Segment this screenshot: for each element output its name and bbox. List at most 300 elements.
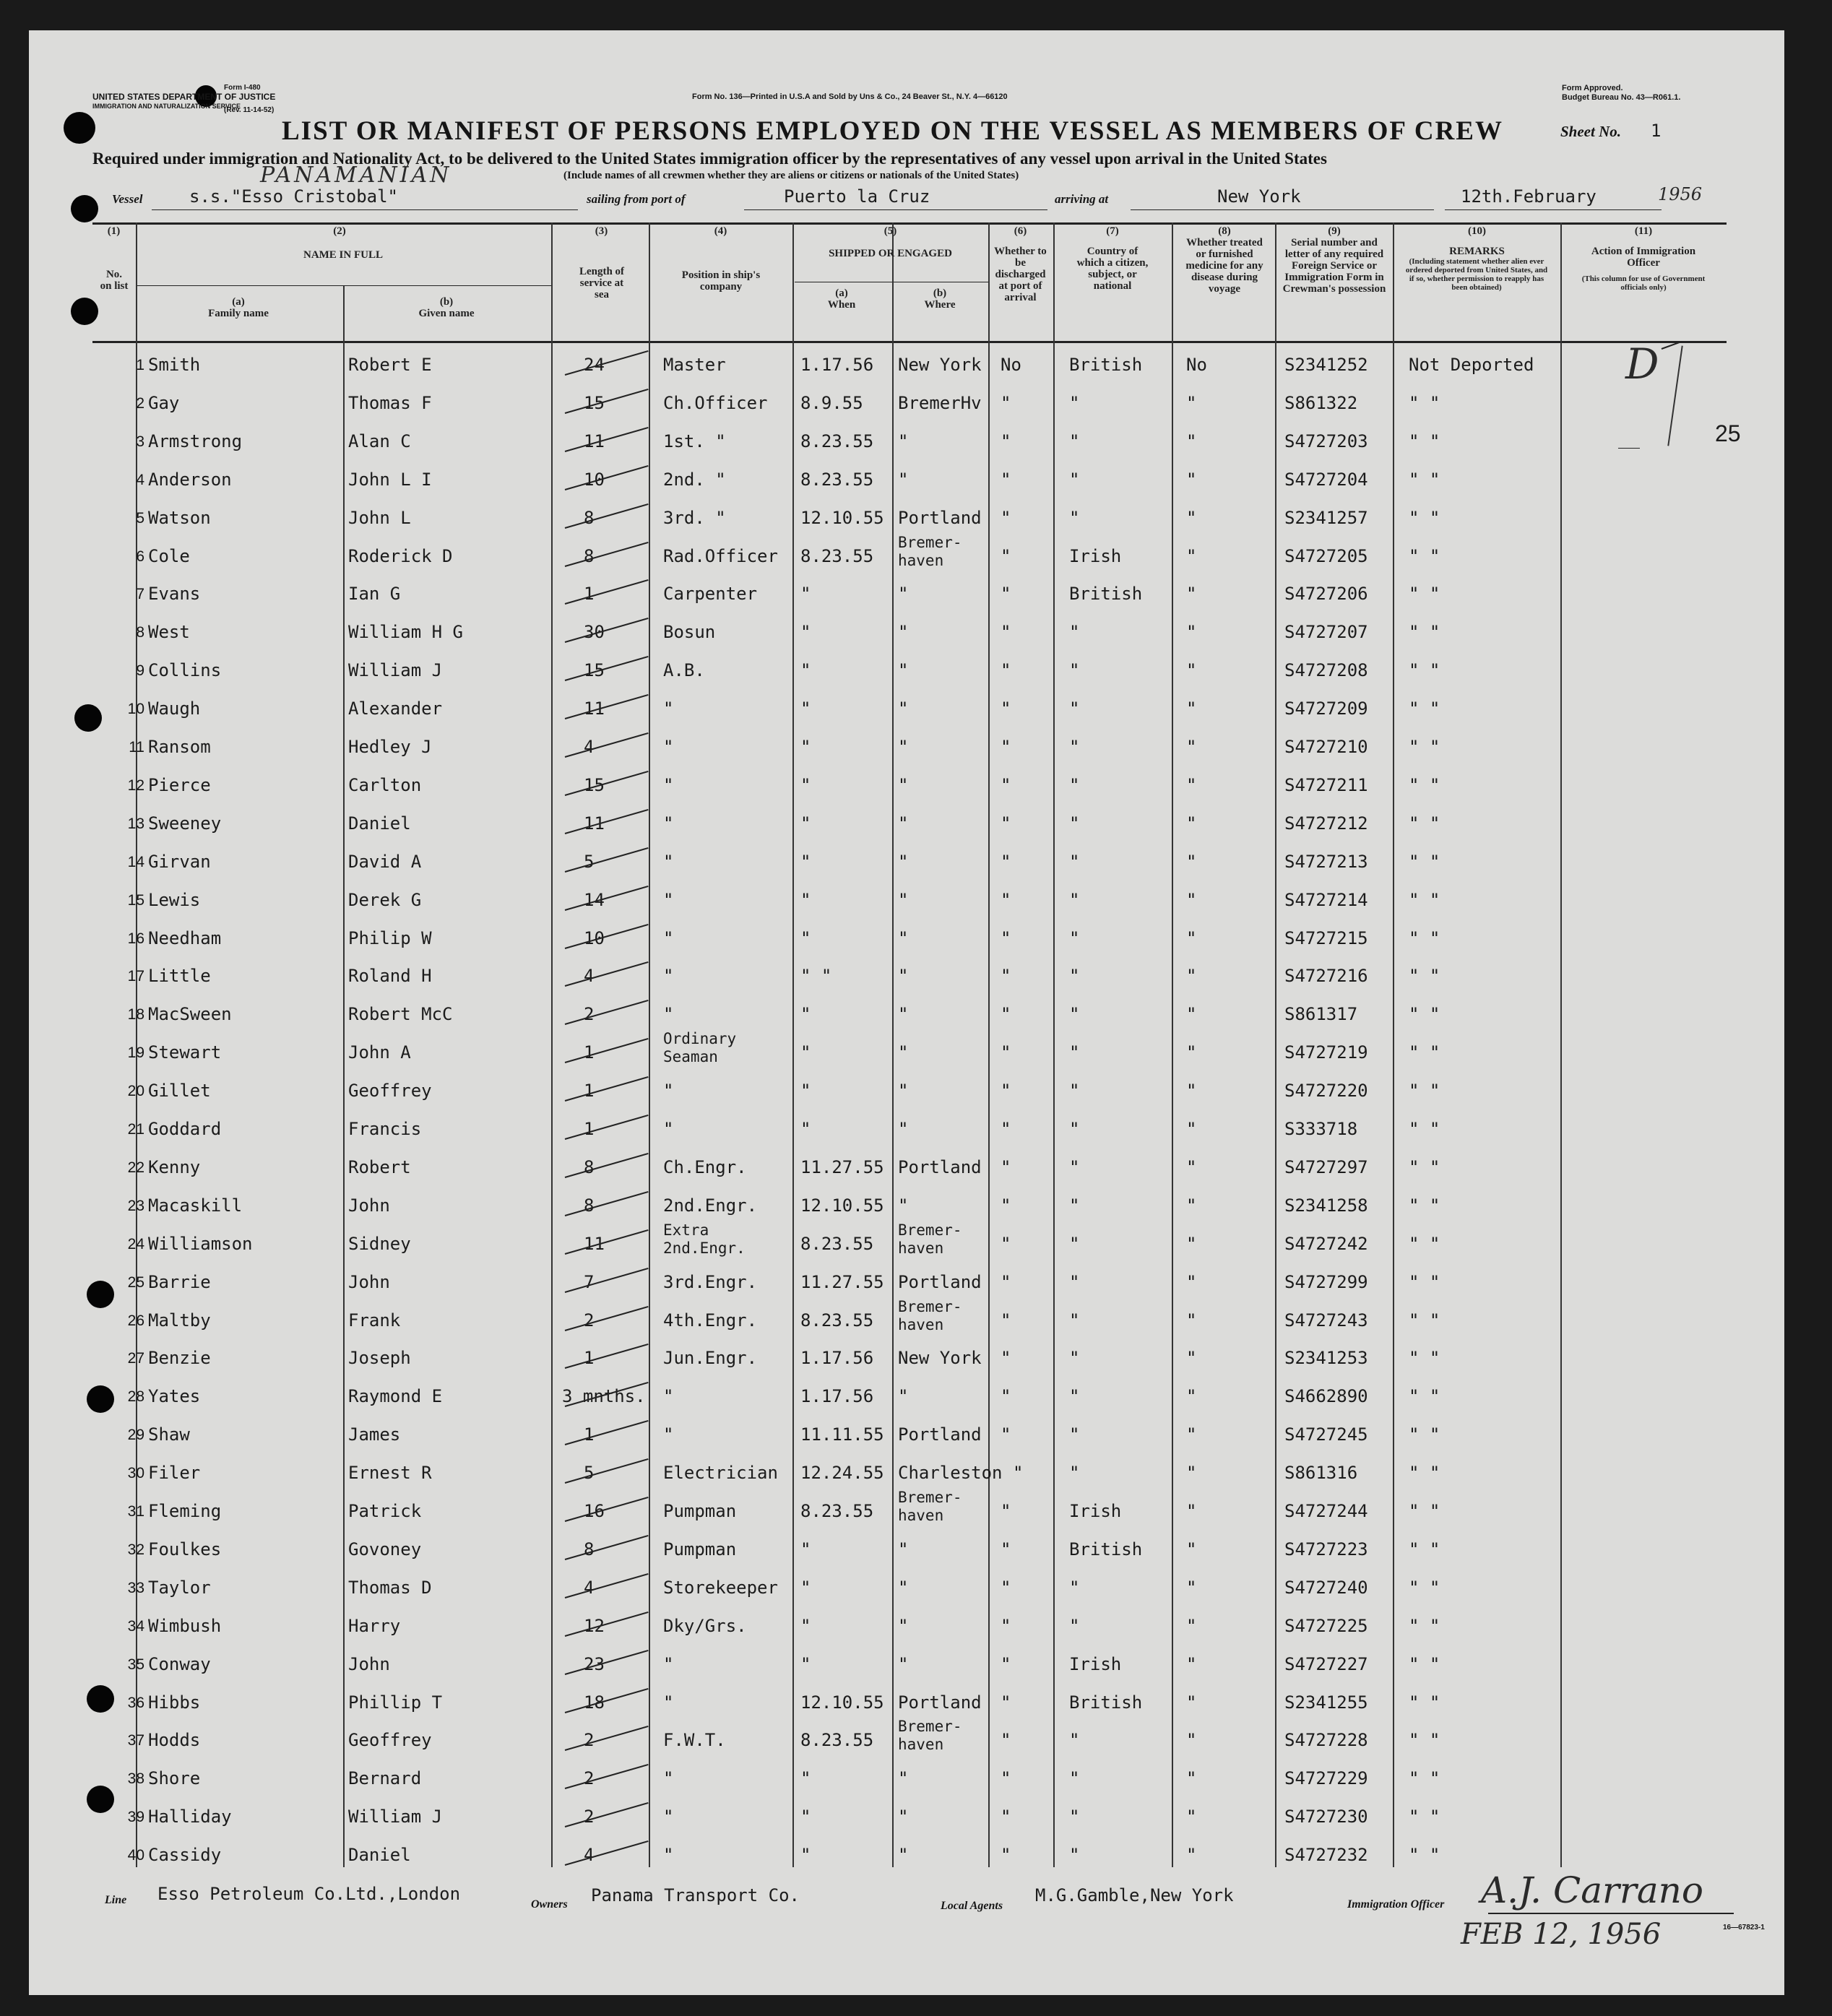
cell-given: Joseph bbox=[348, 1348, 411, 1368]
row-number: 10 bbox=[127, 701, 144, 717]
cell-position: " bbox=[663, 1768, 674, 1788]
cell-position: Storekeeper bbox=[663, 1578, 778, 1598]
cell-when: 8.9.55 bbox=[800, 393, 863, 413]
cell-service: 4 bbox=[584, 737, 595, 757]
cell-position: " bbox=[663, 1424, 674, 1445]
cell-country: " bbox=[1069, 1004, 1080, 1024]
line-value: Esso Petroleum Co.Ltd.,London bbox=[157, 1884, 461, 1904]
cell-where: " bbox=[898, 1768, 909, 1788]
cell-service: 4 bbox=[584, 1578, 595, 1598]
cell-family: Wimbush bbox=[148, 1616, 222, 1636]
cell-service: 1 bbox=[584, 584, 595, 604]
cell-country: " bbox=[1069, 966, 1080, 986]
cell-position: Extra 2nd.Engr. bbox=[663, 1221, 746, 1257]
cell-given: Robert E bbox=[348, 355, 432, 375]
cell-when: " " bbox=[800, 966, 832, 986]
cell-serial: S4727214 bbox=[1284, 890, 1368, 910]
row-number: 15 bbox=[127, 892, 144, 909]
cell-country: " bbox=[1069, 431, 1080, 451]
cell-remarks: " " bbox=[1409, 1463, 1440, 1483]
cell-remarks: " " bbox=[1409, 852, 1440, 872]
cell-family: Anderson bbox=[148, 470, 232, 490]
cell-where: " bbox=[898, 1081, 909, 1101]
cell-discharged: " bbox=[1001, 1119, 1011, 1139]
row-number: 16 bbox=[127, 930, 144, 947]
cell-remarks: " " bbox=[1409, 1807, 1440, 1827]
cell-position: Master bbox=[663, 355, 726, 375]
cell-where: Bremer- haven bbox=[898, 1489, 962, 1524]
cell-when: 8.23.55 bbox=[800, 546, 874, 566]
cell-remarks: " " bbox=[1409, 1310, 1440, 1331]
cell-family: Kenny bbox=[148, 1157, 201, 1177]
row-number: 33 bbox=[127, 1580, 144, 1596]
cell-country: " bbox=[1069, 1081, 1080, 1101]
cell-given: William J bbox=[348, 660, 443, 680]
cell-family: Shore bbox=[148, 1768, 201, 1788]
cell-position: F.W.T. bbox=[663, 1730, 726, 1750]
cell-position: Jun.Engr. bbox=[663, 1348, 758, 1368]
officer-label: Immigration Officer bbox=[1347, 1898, 1445, 1911]
cell-serial: S4727215 bbox=[1284, 928, 1368, 948]
cell-serial: S4727245 bbox=[1284, 1424, 1368, 1445]
cell-when: " bbox=[800, 1616, 811, 1636]
arrival-date: 12th.February bbox=[1461, 186, 1596, 207]
cell-serial: S333718 bbox=[1284, 1119, 1358, 1139]
cell-serial: S4727299 bbox=[1284, 1272, 1368, 1292]
flag-handwritten: PANAMANIAN bbox=[260, 163, 452, 188]
cell-family: MacSween bbox=[148, 1004, 232, 1024]
cell-service: 11 bbox=[584, 431, 605, 451]
cell-treated: " bbox=[1186, 852, 1197, 872]
cell-when: 12.10.55 bbox=[800, 1692, 884, 1713]
cell-remarks: " " bbox=[1409, 1616, 1440, 1636]
cell-discharged: " bbox=[1001, 1730, 1011, 1750]
cell-discharged: " bbox=[1001, 928, 1011, 948]
cell-discharged: " bbox=[1001, 1539, 1011, 1559]
cell-treated: " bbox=[1186, 584, 1197, 604]
col11: (11) Action of Immigration Officer (This column for use of Government officials only) bbox=[1581, 225, 1706, 292]
cell-given: Daniel bbox=[348, 1845, 411, 1865]
cell-treated: " bbox=[1186, 1272, 1197, 1292]
cell-when: " bbox=[800, 1004, 811, 1024]
cell-remarks: " " bbox=[1409, 1424, 1440, 1445]
cell-where: " bbox=[898, 622, 909, 642]
cell-discharged: " bbox=[1001, 1042, 1011, 1063]
column-divider bbox=[1053, 222, 1055, 1867]
col2-number: (2) bbox=[333, 225, 346, 237]
cell-where: Bremer- haven bbox=[898, 1221, 962, 1257]
cell-given: Govoney bbox=[348, 1539, 422, 1559]
cell-treated: " bbox=[1186, 1578, 1197, 1598]
cell-position: Ch.Engr. bbox=[663, 1157, 747, 1177]
cell-when: " bbox=[800, 660, 811, 680]
cell-treated: " bbox=[1186, 1348, 1197, 1368]
cell-serial: S4727225 bbox=[1284, 1616, 1368, 1636]
cell-when: 12.10.55 bbox=[800, 508, 884, 528]
cell-serial: S4727209 bbox=[1284, 698, 1368, 719]
cell-serial: S4727244 bbox=[1284, 1501, 1368, 1521]
row-number: 12 bbox=[127, 777, 144, 794]
cell-serial: S4727232 bbox=[1284, 1845, 1368, 1865]
cell-given: Roderick D bbox=[348, 546, 453, 566]
cell-remarks: " " bbox=[1409, 660, 1440, 680]
cell-where: " bbox=[898, 1654, 909, 1674]
cell-remarks: " " bbox=[1409, 1348, 1440, 1368]
column-divider bbox=[1393, 222, 1394, 1867]
cell-remarks: " " bbox=[1409, 1042, 1440, 1063]
cell-discharged: " bbox=[1001, 622, 1011, 642]
cell-treated: " bbox=[1186, 1157, 1197, 1177]
cell-discharged: " bbox=[1001, 852, 1011, 872]
cell-family: Benzie bbox=[148, 1348, 211, 1368]
row-number: 5 bbox=[136, 510, 144, 527]
cell-family: Foulkes bbox=[148, 1539, 222, 1559]
cell-remarks: " " bbox=[1409, 966, 1440, 986]
cell-given: Frank bbox=[348, 1310, 401, 1331]
row-number: 18 bbox=[127, 1006, 144, 1023]
cell-discharged: " bbox=[1001, 1654, 1011, 1674]
cell-service: 10 bbox=[584, 470, 605, 490]
cell-service: 3 mnths. bbox=[562, 1386, 646, 1406]
cell-where: " bbox=[898, 928, 909, 948]
cell-country: " bbox=[1069, 775, 1080, 795]
row-number: 3 bbox=[136, 433, 144, 450]
row-number: 39 bbox=[127, 1809, 144, 1825]
cell-family: Stewart bbox=[148, 1042, 222, 1063]
arrival-year: 1956 bbox=[1658, 184, 1703, 204]
cell-position: " bbox=[663, 1845, 674, 1865]
cell-position: 4th.Engr. bbox=[663, 1310, 758, 1331]
cell-discharged: " bbox=[1001, 1081, 1011, 1101]
cell-given: John L bbox=[348, 508, 411, 528]
cell-where: " bbox=[898, 852, 909, 872]
cell-where: " bbox=[898, 584, 909, 604]
row-number: 26 bbox=[127, 1312, 144, 1329]
row-number: 4 bbox=[136, 472, 144, 488]
cell-remarks: Not Deported bbox=[1409, 355, 1534, 375]
cell-country: " bbox=[1069, 928, 1080, 948]
cell-given: James bbox=[348, 1424, 401, 1445]
cell-service: 15 bbox=[584, 393, 605, 413]
cell-remarks: " " bbox=[1409, 1501, 1440, 1521]
cell-where: Portland bbox=[898, 508, 982, 528]
cell-remarks: " " bbox=[1409, 1386, 1440, 1406]
cell-position: Ordinary Seaman bbox=[663, 1030, 737, 1065]
cell-remarks: " " bbox=[1409, 698, 1440, 719]
cell-family: Cassidy bbox=[148, 1845, 222, 1865]
cell-discharged: " bbox=[1001, 584, 1011, 604]
cell-country: " bbox=[1069, 1348, 1080, 1368]
cell-treated: " bbox=[1186, 1730, 1197, 1750]
cell-family: Hodds bbox=[148, 1730, 201, 1750]
cell-family: Williamson bbox=[148, 1234, 253, 1254]
cell-treated: " bbox=[1186, 1081, 1197, 1101]
cell-when: " bbox=[800, 1539, 811, 1559]
cell-when: 11.11.55 bbox=[800, 1424, 884, 1445]
cell-when: 11.27.55 bbox=[800, 1157, 884, 1177]
cell-serial: S4727203 bbox=[1284, 431, 1368, 451]
cell-position: " bbox=[663, 852, 674, 872]
row-number: 23 bbox=[127, 1198, 144, 1214]
cell-service: 1 bbox=[584, 1348, 595, 1368]
cell-country: British bbox=[1069, 355, 1143, 375]
cell-country: " bbox=[1069, 1272, 1080, 1292]
cell-serial: S2341257 bbox=[1284, 508, 1368, 528]
cell-discharged: " bbox=[1001, 1234, 1011, 1254]
cell-country: British bbox=[1069, 1539, 1143, 1559]
cell-service: 8 bbox=[584, 508, 595, 528]
row-number: 11 bbox=[129, 739, 144, 756]
action-mark: D bbox=[1625, 339, 1659, 389]
cell-position: " bbox=[663, 1119, 674, 1139]
cell-remarks: " " bbox=[1409, 546, 1440, 566]
agents-label: Local Agents bbox=[941, 1900, 1003, 1912]
cell-serial: S4727228 bbox=[1284, 1730, 1368, 1750]
cell-position: " bbox=[663, 928, 674, 948]
row-number: 29 bbox=[127, 1427, 144, 1443]
row-number: 25 bbox=[127, 1274, 144, 1291]
cell-treated: " bbox=[1186, 1004, 1197, 1024]
cell-given: David A bbox=[348, 852, 422, 872]
owners-label: Owners bbox=[531, 1898, 568, 1911]
cell-given: Carlton bbox=[348, 775, 422, 795]
table-top-border bbox=[92, 222, 1727, 225]
sheet-label: Sheet No. bbox=[1560, 123, 1621, 140]
cell-family: Cole bbox=[148, 546, 190, 566]
cell-serial: S2341253 bbox=[1284, 1348, 1368, 1368]
cell-family: Taylor bbox=[148, 1578, 211, 1598]
cell-family: Watson bbox=[148, 508, 211, 528]
cell-discharged: " bbox=[1001, 1195, 1011, 1216]
cell-when: " bbox=[800, 1807, 811, 1827]
cell-country: " bbox=[1069, 1463, 1080, 1483]
cell-remarks: " " bbox=[1409, 584, 1440, 604]
cell-service: 1 bbox=[584, 1424, 595, 1445]
cell-given: Geoffrey bbox=[348, 1081, 432, 1101]
cell-when: 8.23.55 bbox=[800, 1730, 874, 1750]
cell-position: Electrician bbox=[663, 1463, 778, 1483]
cell-position: Carpenter bbox=[663, 584, 758, 604]
cell-service: 1 bbox=[584, 1081, 595, 1101]
vessel-label: Vessel bbox=[112, 192, 143, 206]
cell-service: 8 bbox=[584, 1157, 595, 1177]
cell-country: " bbox=[1069, 852, 1080, 872]
cell-treated: " bbox=[1186, 431, 1197, 451]
cell-where: " bbox=[898, 660, 909, 680]
cell-treated: " bbox=[1186, 1654, 1197, 1674]
cell-service: 7 bbox=[584, 1272, 595, 1292]
cell-serial: S4727243 bbox=[1284, 1310, 1368, 1331]
row-number: 30 bbox=[127, 1465, 144, 1481]
row-number: 35 bbox=[127, 1656, 144, 1673]
cell-country: " bbox=[1069, 1807, 1080, 1827]
cell-where: Bremer- haven bbox=[898, 1298, 962, 1333]
cell-where: " bbox=[898, 1195, 909, 1216]
cell-remarks: " " bbox=[1409, 1004, 1440, 1024]
cell-service: 15 bbox=[584, 775, 605, 795]
cell-remarks: " " bbox=[1409, 393, 1440, 413]
cell-country: " bbox=[1069, 470, 1080, 490]
cell-position: " bbox=[663, 1081, 674, 1101]
arriving-label: arriving at bbox=[1055, 192, 1109, 206]
cell-discharged: " bbox=[1001, 813, 1011, 834]
cell-discharged: " bbox=[1001, 1692, 1011, 1713]
cell-remarks: " " bbox=[1409, 890, 1440, 910]
cell-treated: " bbox=[1186, 1463, 1197, 1483]
cell-treated: " bbox=[1186, 775, 1197, 795]
cell-treated: " bbox=[1186, 698, 1197, 719]
subtitle: Required under immigration and Nationality Act, to be delivered to the United States immigration officer by the representatives of any vessel upon arrival in the United States bbox=[92, 150, 1327, 168]
cell-when: " bbox=[800, 622, 811, 642]
cell-family: Gillet bbox=[148, 1081, 211, 1101]
cell-family: Waugh bbox=[148, 698, 201, 719]
cell-serial: S4727211 bbox=[1284, 775, 1368, 795]
cell-service: 24 bbox=[584, 355, 605, 375]
cell-when: 1.17.56 bbox=[800, 1386, 874, 1406]
cell-family: Lewis bbox=[148, 890, 201, 910]
cell-treated: " bbox=[1186, 1042, 1197, 1063]
cell-remarks: " " bbox=[1409, 1692, 1440, 1713]
cell-remarks: " " bbox=[1409, 1539, 1440, 1559]
cell-given: John A bbox=[348, 1042, 411, 1063]
cell-given: Francis bbox=[348, 1119, 422, 1139]
cell-when: 12.10.55 bbox=[800, 1195, 884, 1216]
cell-given: John L I bbox=[348, 470, 432, 490]
cell-given: William H G bbox=[348, 622, 463, 642]
officer-signature: A.J. Carrano bbox=[1481, 1869, 1703, 1911]
cell-remarks: " " bbox=[1409, 928, 1440, 948]
cell-when: 8.23.55 bbox=[800, 1234, 874, 1254]
cell-serial: S4727297 bbox=[1284, 1157, 1368, 1177]
cell-remarks: " " bbox=[1409, 1730, 1440, 1750]
cell-serial: S2341255 bbox=[1284, 1692, 1368, 1713]
cell-service: 11 bbox=[584, 698, 605, 719]
cell-given: Hedley J bbox=[348, 737, 432, 757]
cell-service: 10 bbox=[584, 928, 605, 948]
cell-when: 8.23.55 bbox=[800, 431, 874, 451]
cell-country: " bbox=[1069, 1386, 1080, 1406]
col5a: (a) When bbox=[827, 287, 856, 311]
cell-treated: " bbox=[1186, 737, 1197, 757]
cell-given: Robert bbox=[348, 1157, 411, 1177]
cell-family: Halliday bbox=[148, 1807, 232, 1827]
cell-service: 5 bbox=[584, 852, 595, 872]
cell-treated: " bbox=[1186, 1768, 1197, 1788]
cell-when: " bbox=[800, 698, 811, 719]
cell-when: 8.23.55 bbox=[800, 470, 874, 490]
cell-remarks: " " bbox=[1409, 737, 1440, 757]
cell-country: Irish bbox=[1069, 546, 1122, 566]
cell-service: 16 bbox=[584, 1501, 605, 1521]
cell-position: " bbox=[663, 698, 674, 719]
cell-where: " bbox=[898, 1539, 909, 1559]
cell-remarks: " " bbox=[1409, 470, 1440, 490]
cell-position: " bbox=[663, 1692, 674, 1713]
cell-remarks: " " bbox=[1409, 1081, 1440, 1101]
cell-serial: S4727229 bbox=[1284, 1768, 1368, 1788]
row-number: 32 bbox=[127, 1541, 144, 1558]
cell-where: " bbox=[898, 890, 909, 910]
cell-when: " bbox=[800, 1081, 811, 1101]
column-divider bbox=[551, 222, 553, 1867]
cell-treated: " bbox=[1186, 928, 1197, 948]
cell-treated: " bbox=[1186, 1310, 1197, 1331]
cell-serial: S4727220 bbox=[1284, 1081, 1368, 1101]
cell-country: " bbox=[1069, 1578, 1080, 1598]
cell-service: 5 bbox=[584, 1463, 595, 1483]
cell-country: " bbox=[1069, 1042, 1080, 1063]
cell-serial: S4727207 bbox=[1284, 622, 1368, 642]
cell-where: " bbox=[898, 1119, 909, 1139]
cell-family: Filer bbox=[148, 1463, 201, 1483]
cell-where: Bremer- haven bbox=[898, 534, 962, 569]
cell-when: " bbox=[800, 737, 811, 757]
cell-position: Dky/Grs. bbox=[663, 1616, 747, 1636]
col2a: (a) Family name bbox=[208, 296, 269, 319]
cell-country: " bbox=[1069, 1119, 1080, 1139]
cell-remarks: " " bbox=[1409, 1272, 1440, 1292]
cell-when: " bbox=[800, 584, 811, 604]
cell-service: 1 bbox=[584, 1042, 595, 1063]
cell-service: 30 bbox=[584, 622, 605, 642]
cell-where: BremerHv bbox=[898, 393, 982, 413]
cell-where: New York bbox=[898, 355, 982, 375]
cell-position: " bbox=[663, 775, 674, 795]
cell-family: Ransom bbox=[148, 737, 211, 757]
cell-service: 2 bbox=[584, 1768, 595, 1788]
cell-where: Charleston " bbox=[898, 1463, 1024, 1483]
cell-position: " bbox=[663, 813, 674, 834]
cell-family: Evans bbox=[148, 584, 201, 604]
cell-serial: S861322 bbox=[1284, 393, 1358, 413]
cell-position: 3rd.Engr. bbox=[663, 1272, 758, 1292]
col1-number: (1) No. on list bbox=[100, 225, 129, 292]
date-stamp: FEB 12, 1956 bbox=[1461, 1918, 1662, 1951]
cell-when: " bbox=[800, 890, 811, 910]
row-number: 2 bbox=[136, 395, 144, 412]
cell-position: " bbox=[663, 966, 674, 986]
cell-service: 2 bbox=[584, 1310, 595, 1331]
cell-given: Alexander bbox=[348, 698, 443, 719]
row-number: 13 bbox=[127, 816, 144, 832]
cell-serial: S4727212 bbox=[1284, 813, 1368, 834]
cell-discharged: " bbox=[1001, 508, 1011, 528]
cell-given: Robert McC bbox=[348, 1004, 453, 1024]
cell-serial: S861317 bbox=[1284, 1004, 1358, 1024]
column-divider bbox=[343, 286, 345, 1867]
cell-discharged: " bbox=[1001, 1310, 1011, 1331]
row-number: 14 bbox=[127, 854, 144, 870]
cell-treated: " bbox=[1186, 1501, 1197, 1521]
cell-remarks: " " bbox=[1409, 775, 1440, 795]
cell-discharged: " bbox=[1001, 1501, 1011, 1521]
col2-label: NAME IN FULL bbox=[303, 249, 383, 261]
cell-when: 12.24.55 bbox=[800, 1463, 884, 1483]
cell-treated: " bbox=[1186, 1692, 1197, 1713]
row-number: 17 bbox=[127, 968, 144, 985]
column-divider bbox=[1275, 222, 1276, 1867]
cell-discharged: " bbox=[1001, 470, 1011, 490]
cell-discharged: " bbox=[1001, 1386, 1011, 1406]
cell-treated: " bbox=[1186, 966, 1197, 986]
cell-remarks: " " bbox=[1409, 508, 1440, 528]
cell-discharged: " bbox=[1001, 890, 1011, 910]
cell-treated: " bbox=[1186, 1845, 1197, 1865]
cell-family: Armstrong bbox=[148, 431, 243, 451]
cell-serial: S4727206 bbox=[1284, 584, 1368, 604]
signature-line bbox=[1488, 1913, 1734, 1914]
col5: (5) SHIPPED OR ENGAGED bbox=[829, 225, 952, 259]
